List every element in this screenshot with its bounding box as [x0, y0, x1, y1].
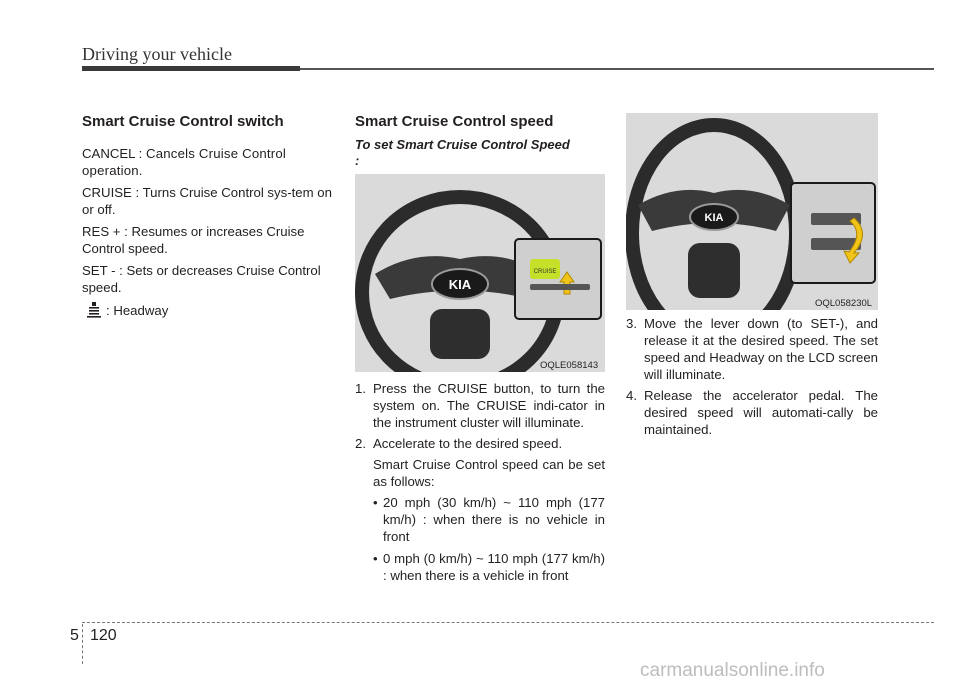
list-item	[626, 387, 878, 438]
cruise-button-label: CRUISE	[533, 269, 557, 275]
footer-rule	[82, 622, 934, 623]
step-number: 4.	[626, 388, 637, 403]
bullet-text: 20 mph (30 km/h) ~ 110 mph (177 km/h) : when there is no vehicle in front	[383, 495, 605, 544]
definition-desc: Turns Cruise Control sys-tem on or off.	[82, 185, 332, 217]
steering-wheel-image-1	[355, 174, 605, 372]
speed-subtitle: To set Smart Cruise Control Speed :	[355, 137, 570, 168]
steering-wheel-icon	[355, 174, 605, 372]
step-text: Move the lever down (to SET-), and release it at the desired speed. The set speed and Headway on the LCD screen will illuminate.	[644, 316, 878, 382]
steps-list-left	[355, 380, 605, 584]
step-note: Smart Cruise Control speed can be set as follows:	[373, 457, 605, 489]
list-item	[355, 494, 605, 545]
definition-res: RES + : Resumes or increases Cruise Control speed.	[82, 224, 305, 256]
switch-definitions	[82, 145, 334, 324]
definition-headway	[82, 302, 334, 319]
header-rule-thick	[82, 66, 300, 71]
step-text: Press the CRUISE button, to turn the system on. The CRUISE indi-cator in the instrument cluster will illuminate.	[373, 381, 605, 430]
chapter-number: 5	[70, 627, 79, 644]
step-number: 1.	[355, 381, 366, 396]
list-item	[355, 380, 605, 431]
headway-label: : Headway	[106, 303, 169, 318]
steps-list-right	[626, 315, 878, 442]
definition-cancel: CANCEL : Cancels Cruise Control operation.	[82, 146, 287, 178]
watermark: carmanualsonline.info	[640, 660, 825, 681]
footer-divider	[82, 624, 83, 664]
badge-text-2: KIA	[704, 212, 724, 224]
badge-text: KIA	[448, 277, 472, 292]
definition-desc: Resumes or increases Cruise Control speed.	[82, 224, 305, 256]
steering-wheel-lever-icon	[626, 113, 878, 310]
switch-section-title: Smart Cruise Control switch	[82, 113, 284, 130]
step-number: 2.	[355, 436, 366, 451]
list-item	[355, 550, 605, 584]
definition-key: RES +	[82, 224, 121, 239]
header-title: Driving your vehicle	[82, 44, 232, 64]
bullet-icon: •	[373, 495, 378, 510]
bullet-text: 0 mph (0 km/h) ~ 110 mph (177 km/h) : when there is a vehicle in front	[383, 551, 605, 583]
definition-key: SET -	[82, 263, 116, 278]
list-item	[626, 315, 878, 383]
definition-cruise: CRUISE : Turns Cruise Control sys-tem on or off.	[82, 185, 332, 217]
list-item	[355, 435, 605, 490]
definition-key: CANCEL	[82, 146, 136, 161]
image1-code: OQLE058143	[540, 360, 599, 371]
speed-section-title: Smart Cruise Control speed	[355, 113, 554, 130]
definition-desc: Sets or decreases Cruise Control speed.	[82, 263, 321, 295]
steering-wheel-image-2	[626, 113, 878, 310]
image2-code: OQL058230L	[815, 298, 873, 309]
headway-icon	[86, 302, 102, 318]
definition-key: CRUISE	[82, 185, 132, 200]
definition-set: SET - : Sets or decreases Cruise Control speed.	[82, 263, 321, 295]
step-text: Accelerate to the desired speed.	[373, 436, 563, 451]
step-number: 3.	[626, 316, 637, 331]
definition-desc: Cancels Cruise Control operation.	[82, 146, 287, 178]
bullet-icon: •	[373, 551, 378, 566]
page-number: 120	[90, 627, 117, 644]
step-text: Release the accelerator pedal. The desired speed will automati-cally be maintained.	[644, 388, 878, 437]
header-rule-thin	[300, 68, 934, 70]
